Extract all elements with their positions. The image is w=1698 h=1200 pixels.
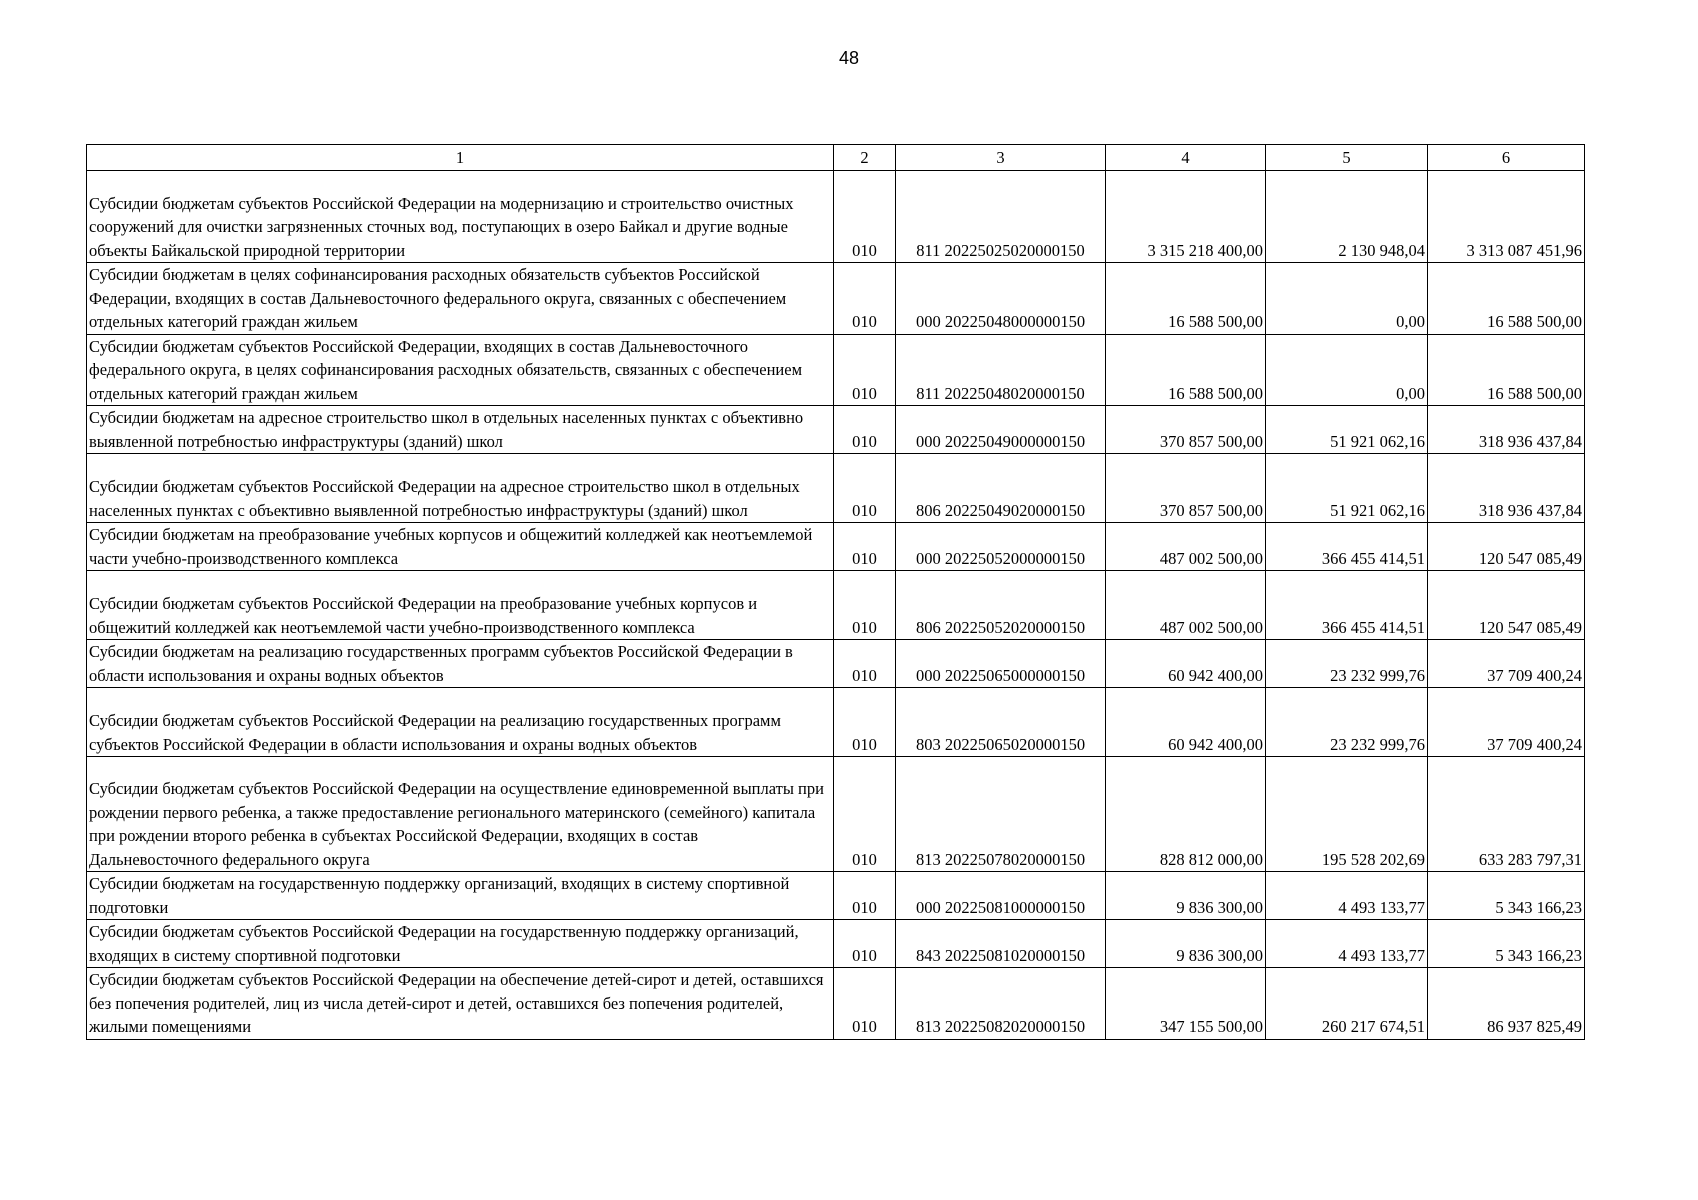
row-description: Субсидии бюджетам субъектов Российской Федерации на обеспечение детей-сирот и детей, оставшихся без попечения родителей, лиц из числа детей-сирот и детей, оставшихся без попечения родителей, жилыми помещениями — [87, 968, 834, 1040]
table-row — [87, 171, 1585, 263]
row-description: Субсидии бюджетам субъектов Российской Федерации на модернизацию и строительство очистных сооружений для очистки загрязненных сточных вод, поступающих в озеро Байкал и другие водные объекты Байкальской природной территории — [87, 171, 834, 263]
row-income-code: 806 20225052020000150 — [896, 571, 1106, 640]
row-unexecuted-amount: 120 547 085,49 — [1428, 523, 1585, 571]
column-header-5: 5 — [1266, 145, 1428, 171]
row-description: Субсидии бюджетам субъектов Российской Федерации, входящих в состав Дальневосточного федерального округа, в целях софинансирования расходных обязательств, связанных с обеспечением отдельных категорий граждан жильем — [87, 334, 834, 406]
row-income-code: 811 20225025020000150 — [896, 171, 1106, 263]
row-approved-amount: 487 002 500,00 — [1106, 523, 1266, 571]
row-executed-amount: 195 528 202,69 — [1266, 757, 1428, 872]
row-executed-amount: 4 493 133,77 — [1266, 872, 1428, 920]
row-line-code: 010 — [834, 968, 896, 1040]
row-approved-amount: 9 836 300,00 — [1106, 920, 1266, 968]
row-approved-amount: 487 002 500,00 — [1106, 571, 1266, 640]
row-approved-amount: 9 836 300,00 — [1106, 872, 1266, 920]
row-approved-amount: 370 857 500,00 — [1106, 454, 1266, 523]
row-approved-amount: 370 857 500,00 — [1106, 406, 1266, 454]
table-row — [87, 757, 1585, 872]
table-row — [87, 571, 1585, 640]
column-header-2: 2 — [834, 145, 896, 171]
budget-execution-table — [86, 144, 1585, 1040]
row-income-code: 000 20225049000000150 — [896, 406, 1106, 454]
row-income-code: 000 20225081000000150 — [896, 872, 1106, 920]
row-income-code: 803 20225065020000150 — [896, 688, 1106, 757]
row-unexecuted-amount: 5 343 166,23 — [1428, 920, 1585, 968]
row-approved-amount: 16 588 500,00 — [1106, 263, 1266, 335]
row-description: Субсидии бюджетам в целях софинансирования расходных обязательств субъектов Российской Федерации, входящих в состав Дальневосточного федерального округа, связанных с обеспечением отдельных категорий граждан жильем — [87, 263, 834, 335]
row-approved-amount: 3 315 218 400,00 — [1106, 171, 1266, 263]
row-executed-amount: 260 217 674,51 — [1266, 968, 1428, 1040]
row-unexecuted-amount: 120 547 085,49 — [1428, 571, 1585, 640]
table-row — [87, 334, 1585, 406]
column-header-3: 3 — [896, 145, 1106, 171]
row-description: Субсидии бюджетам на государственную поддержку организаций, входящих в систему спортивной подготовки — [87, 872, 834, 920]
column-header-1: 1 — [87, 145, 834, 171]
column-header-6: 6 — [1428, 145, 1585, 171]
row-executed-amount: 51 921 062,16 — [1266, 406, 1428, 454]
row-line-code: 010 — [834, 171, 896, 263]
table-row — [87, 263, 1585, 335]
row-income-code: 813 20225078020000150 — [896, 757, 1106, 872]
row-line-code: 010 — [834, 263, 896, 335]
row-unexecuted-amount: 633 283 797,31 — [1428, 757, 1585, 872]
row-line-code: 010 — [834, 454, 896, 523]
row-income-code: 811 20225048020000150 — [896, 334, 1106, 406]
row-executed-amount: 23 232 999,76 — [1266, 640, 1428, 688]
row-unexecuted-amount: 5 343 166,23 — [1428, 872, 1585, 920]
row-executed-amount: 51 921 062,16 — [1266, 454, 1428, 523]
row-unexecuted-amount: 86 937 825,49 — [1428, 968, 1585, 1040]
column-header-4: 4 — [1106, 145, 1266, 171]
row-line-code: 010 — [834, 640, 896, 688]
table-row — [87, 523, 1585, 571]
row-description: Субсидии бюджетам на адресное строительство школ в отдельных населенных пунктах с объективно выявленной потребностью инфраструктуры (зданий) школ — [87, 406, 834, 454]
table-row — [87, 872, 1585, 920]
row-income-code: 806 20225049020000150 — [896, 454, 1106, 523]
row-income-code: 000 20225065000000150 — [896, 640, 1106, 688]
row-executed-amount: 2 130 948,04 — [1266, 171, 1428, 263]
row-description: Субсидии бюджетам субъектов Российской Федерации на адресное строительство школ в отдельных населенных пунктах с объективно выявленной потребностью инфраструктуры (зданий) школ — [87, 454, 834, 523]
row-income-code: 000 20225048000000150 — [896, 263, 1106, 335]
row-approved-amount: 16 588 500,00 — [1106, 334, 1266, 406]
row-unexecuted-amount: 16 588 500,00 — [1428, 334, 1585, 406]
row-line-code: 010 — [834, 406, 896, 454]
row-line-code: 010 — [834, 571, 896, 640]
row-unexecuted-amount: 37 709 400,24 — [1428, 640, 1585, 688]
table-row — [87, 968, 1585, 1040]
row-description: Субсидии бюджетам субъектов Российской Федерации на реализацию государственных программ субъектов Российской Федерации в области использования и охраны водных объектов — [87, 688, 834, 757]
row-line-code: 010 — [834, 872, 896, 920]
row-line-code: 010 — [834, 757, 896, 872]
row-description: Субсидии бюджетам субъектов Российской Федерации на государственную поддержку организаций, входящих в систему спортивной подготовки — [87, 920, 834, 968]
table-row — [87, 406, 1585, 454]
row-line-code: 010 — [834, 920, 896, 968]
row-line-code: 010 — [834, 688, 896, 757]
table-row — [87, 640, 1585, 688]
row-unexecuted-amount: 16 588 500,00 — [1428, 263, 1585, 335]
row-line-code: 010 — [834, 334, 896, 406]
row-executed-amount: 0,00 — [1266, 263, 1428, 335]
table-body — [87, 171, 1585, 1040]
row-description: Субсидии бюджетам субъектов Российской Федерации на преобразование учебных корпусов и общежитий колледжей как неотъемлемой части учебно-производственного комплекса — [87, 571, 834, 640]
row-description: Субсидии бюджетам на реализацию государственных программ субъектов Российской Федерации в области использования и охраны водных объектов — [87, 640, 834, 688]
row-executed-amount: 4 493 133,77 — [1266, 920, 1428, 968]
row-executed-amount: 366 455 414,51 — [1266, 523, 1428, 571]
row-executed-amount: 0,00 — [1266, 334, 1428, 406]
row-description: Субсидии бюджетам субъектов Российской Федерации на осуществление единовременной выплаты при рождении первого ребенка, а также предоставление регионального материнского (семейного) капитала при рождении второго ребенка в субъектах Российской Федерации, входящих в состав Дальневосточного федерального округа — [87, 757, 834, 872]
row-approved-amount: 347 155 500,00 — [1106, 968, 1266, 1040]
row-description: Субсидии бюджетам на преобразование учебных корпусов и общежитий колледжей как неотъемлемой части учебно-производственного комплекса — [87, 523, 834, 571]
row-executed-amount: 23 232 999,76 — [1266, 688, 1428, 757]
row-approved-amount: 60 942 400,00 — [1106, 640, 1266, 688]
row-income-code: 813 20225082020000150 — [896, 968, 1106, 1040]
row-approved-amount: 60 942 400,00 — [1106, 688, 1266, 757]
table-row — [87, 688, 1585, 757]
row-unexecuted-amount: 37 709 400,24 — [1428, 688, 1585, 757]
row-income-code: 000 20225052000000150 — [896, 523, 1106, 571]
row-unexecuted-amount: 318 936 437,84 — [1428, 454, 1585, 523]
row-unexecuted-amount: 318 936 437,84 — [1428, 406, 1585, 454]
column-number-row — [87, 145, 1585, 171]
table-row — [87, 920, 1585, 968]
row-unexecuted-amount: 3 313 087 451,96 — [1428, 171, 1585, 263]
row-income-code: 843 20225081020000150 — [896, 920, 1106, 968]
row-line-code: 010 — [834, 523, 896, 571]
row-executed-amount: 366 455 414,51 — [1266, 571, 1428, 640]
table-row — [87, 454, 1585, 523]
row-approved-amount: 828 812 000,00 — [1106, 757, 1266, 872]
page-number: 48 — [838, 48, 860, 68]
